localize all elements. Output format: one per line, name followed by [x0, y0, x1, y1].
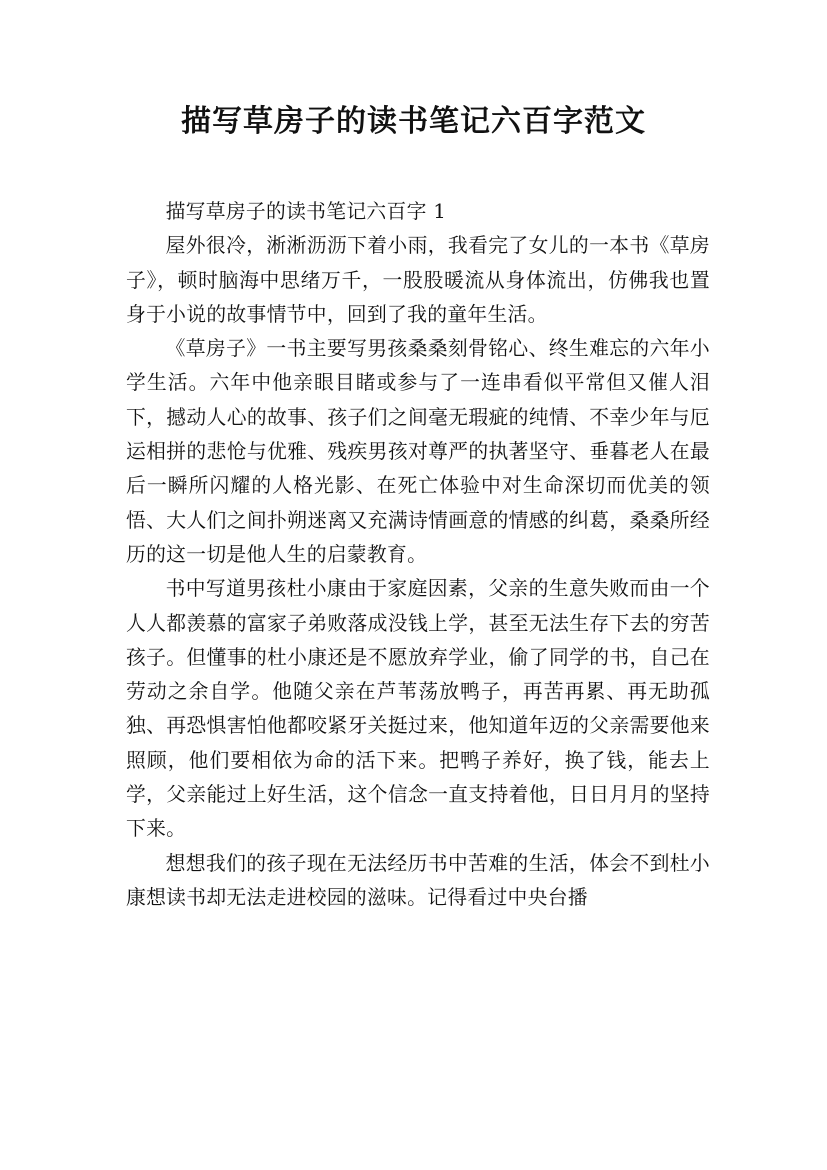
paragraph: 《草房子》一书主要写男孩桑桑刻骨铭心、终生难忘的六年小学生活。六年中他亲眼目睹或参与了一连串看似平常但又催人泪下，撼动人心的故事、孩子们之间毫无瑕疵的纯情、不幸少年与厄运相拼的悲怆与优雅、残疾男孩对尊严的执著坚守、垂暮老人在最后一瞬所闪耀的人格光影、在死亡体验中对生命深切而优美的领悟、大人们之间扑朔迷离又充满诗情画意的情感的纠葛，桑桑所经历的这一切是他人生的启蒙教育。 [126, 337, 710, 566]
document-body [126, 195, 710, 915]
paragraph: 屋外很冷，淅淅沥沥下着小雨，我看完了女儿的一本书《草房子》，顿时脑海中思绪万千，一股股暖流从身体流出，仿佛我也置身于小说的故事情节中，回到了我的童年生活。 [126, 234, 710, 326]
paragraph: 想想我们的孩子现在无法经历书中苦难的生活，体会不到杜小康想读书却无法走进校园的滋味。记得看过中央台播 [126, 851, 710, 909]
section-heading: 描写草房子的读书笔记六百字 1 [165, 200, 447, 223]
document-title: 描写草房子的读书笔记六百字范文 [181, 104, 646, 139]
paragraph: 书中写道男孩杜小康由于家庭因素，父亲的生意失败而由一个人人都羡慕的富家子弟败落成没钱上学，甚至无法生存下去的穷苦孩子。但懂事的杜小康还是不愿放弃学业，偷了同学的书，自己在劳动之余自学。他随父亲在芦苇荡放鸭子，再苦再累、再无助孤独、再恐惧害怕他都咬紧牙关挺过来，他知道年迈的父亲需要他来照顾，他们要相依为命的活下来。把鸭子养好，换了钱，能去上学，父亲能过上好生活，这个信念一直支持着他，日日月月的坚持下来。 [126, 577, 710, 841]
